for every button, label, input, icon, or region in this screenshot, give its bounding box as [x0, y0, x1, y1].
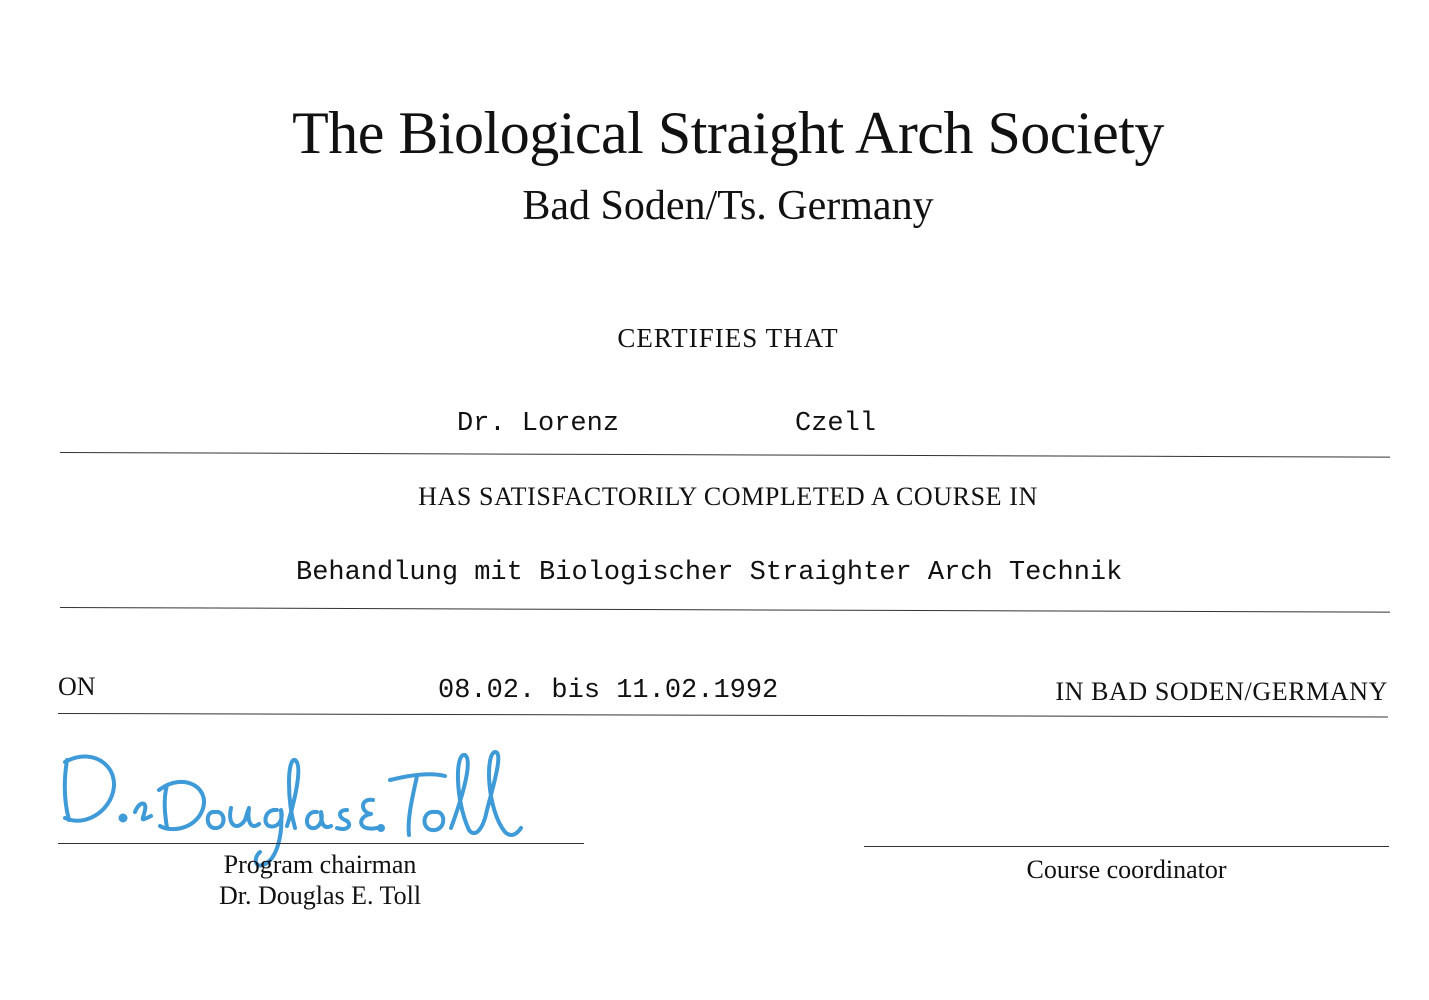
course-underline — [60, 607, 1390, 613]
date-underline — [58, 713, 1388, 717]
completed-course-label: HAS SATISFACTORILY COMPLETED A COURSE IN — [418, 482, 1038, 511]
course-name: Behandlung mit Biologischer Straighter Arch Technik — [296, 558, 1123, 588]
chairman-name: Dr. Douglas E. Toll — [218, 881, 422, 910]
on-label: ON — [58, 672, 96, 701]
course-dates: 08.02. bis 11.02.1992 — [438, 676, 779, 706]
certificate-subtitle: Bad Soden/Ts. Germany — [522, 183, 934, 229]
recipient-underline — [60, 452, 1390, 458]
chairman-signature-line — [58, 843, 584, 844]
location-label: IN BAD SODEN/GERMANY — [1055, 677, 1388, 706]
chairman-role: Program chairman — [223, 850, 417, 879]
chairman-signature-text — [0, 0, 1, 1]
certificate-title: The Biological Straight Arch Society — [292, 100, 1164, 166]
coordinator-signature-line — [864, 846, 1389, 847]
certifies-that-label: CERTIFIES THAT — [617, 323, 839, 353]
recipient-last-name: Czell — [795, 409, 877, 439]
coordinator-role: Course coordinator — [1026, 855, 1227, 884]
recipient-first-name: Dr. Lorenz — [457, 409, 620, 439]
